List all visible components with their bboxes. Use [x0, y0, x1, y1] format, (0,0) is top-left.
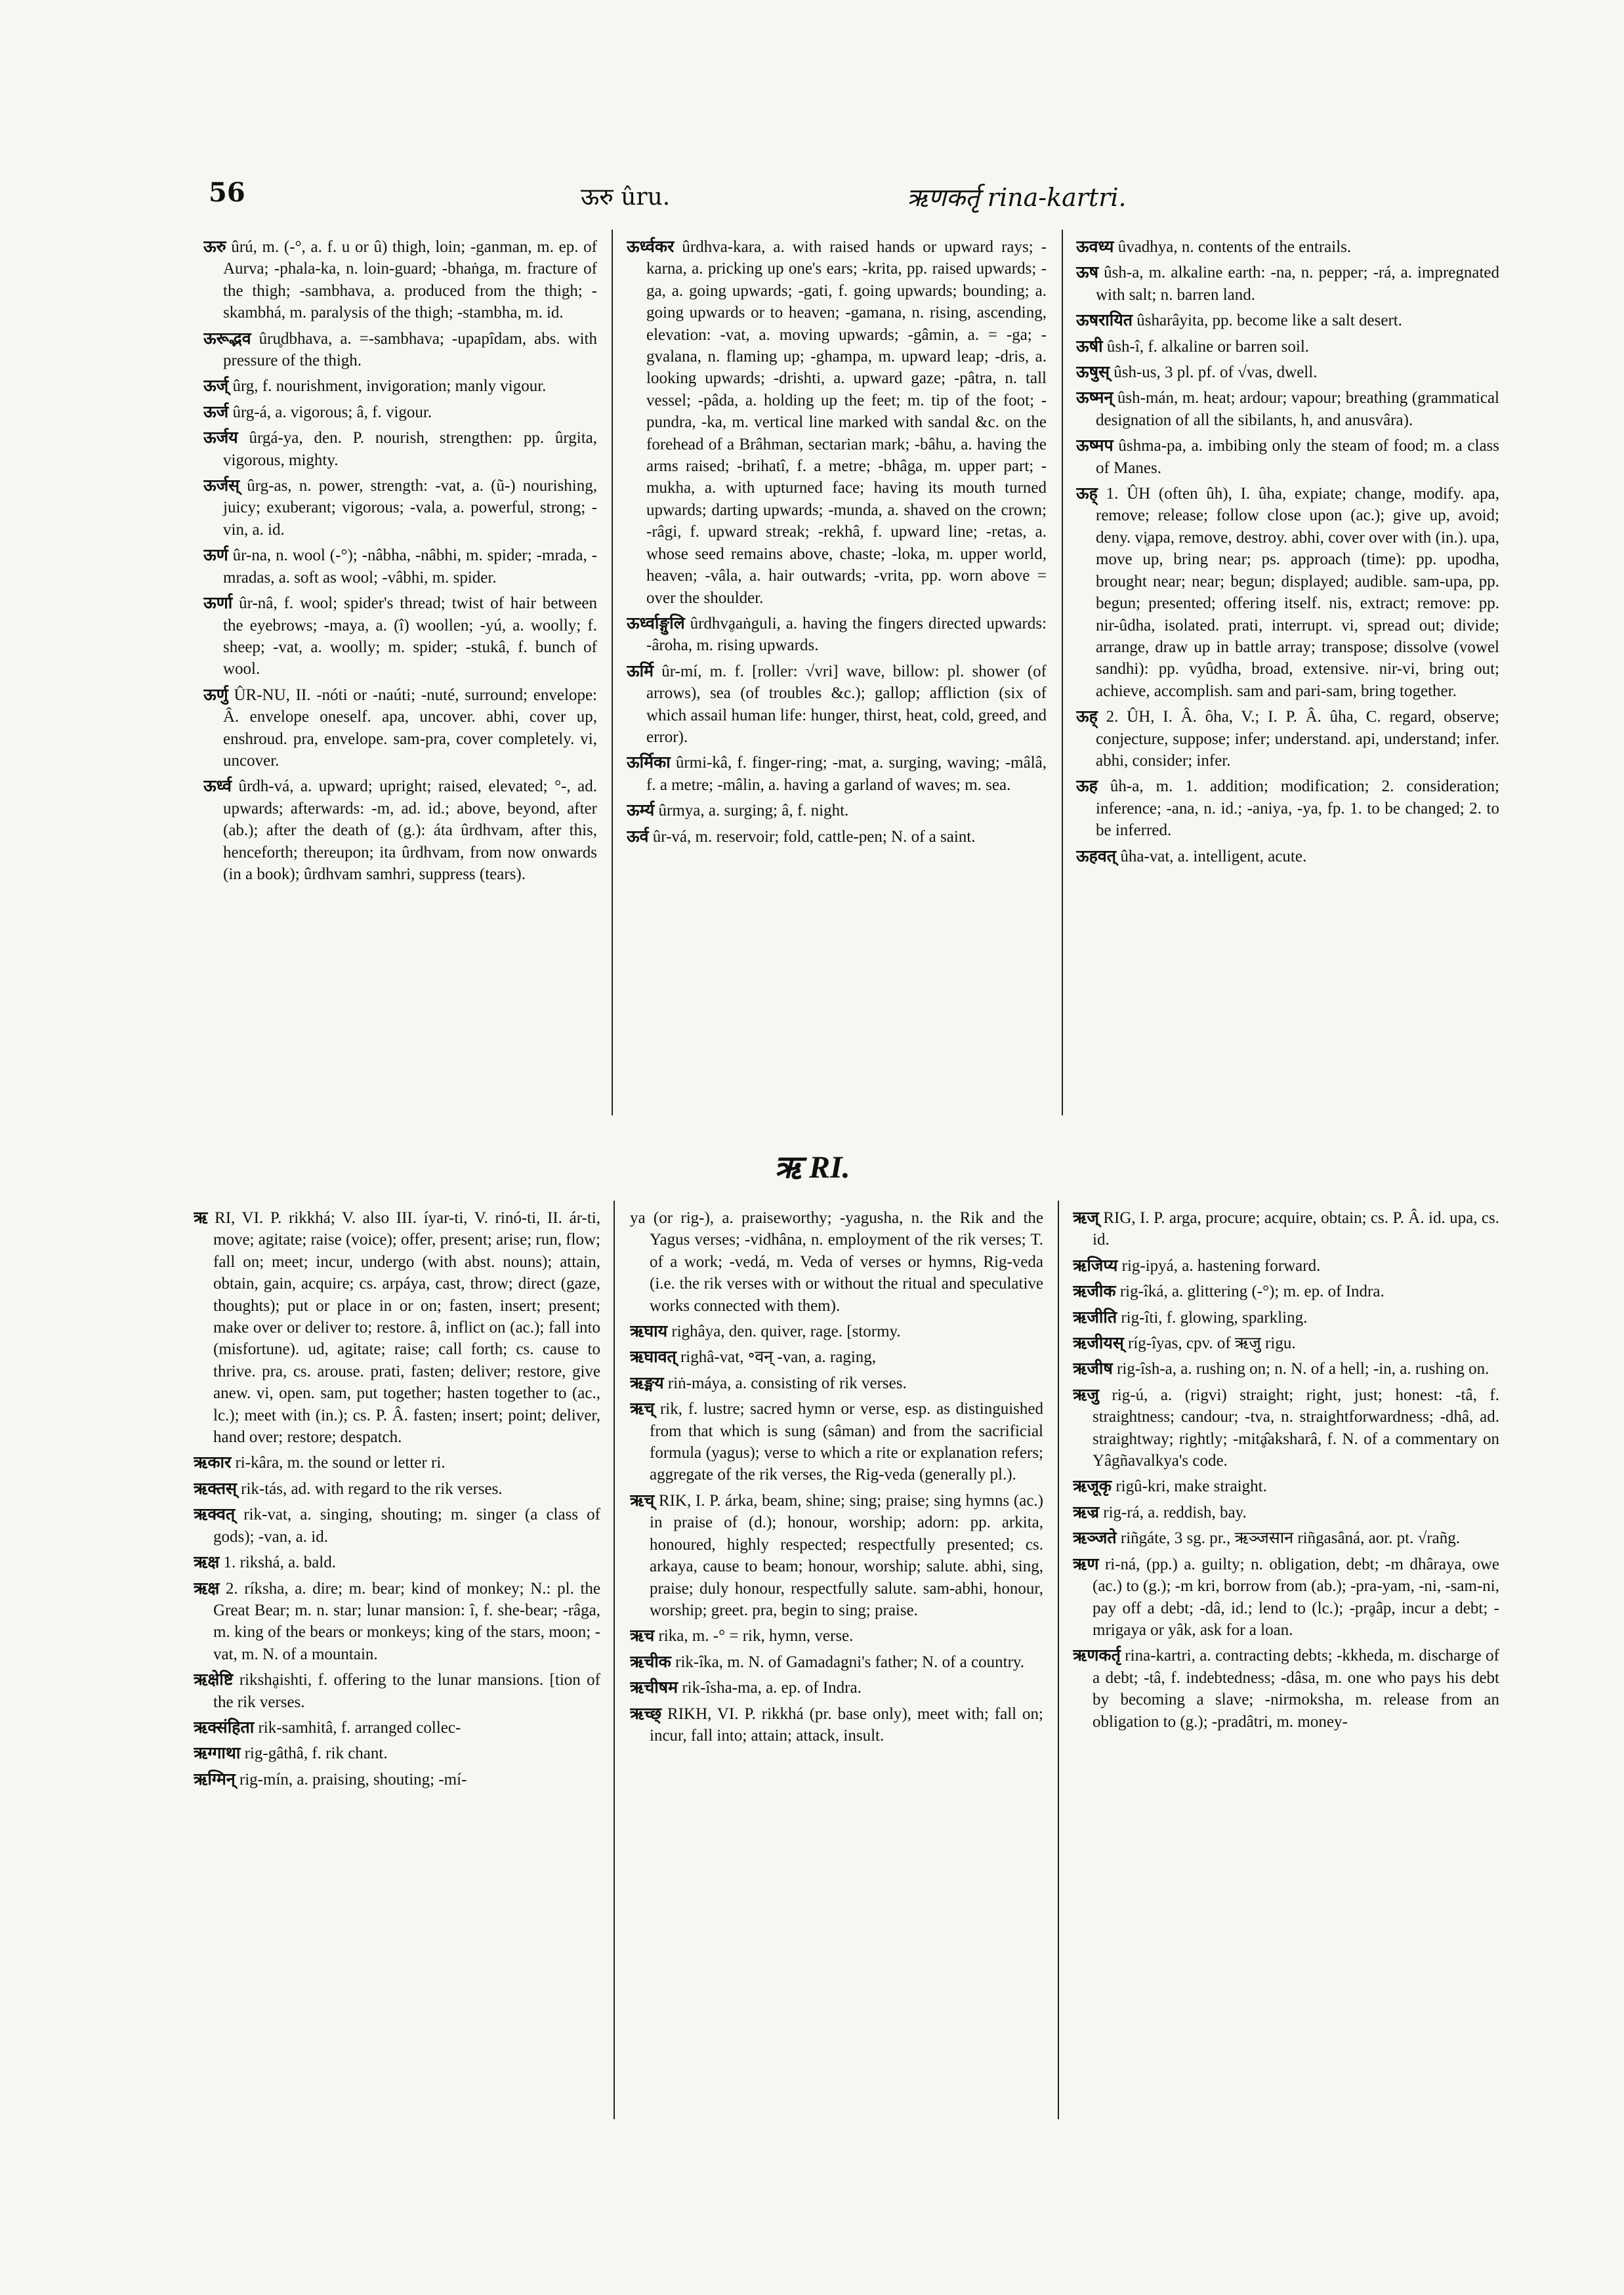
- entry-definition: ûsh-î, f. alkaline or barren soil.: [1106, 337, 1310, 356]
- entry-headword: ऋज्: [1073, 1209, 1099, 1227]
- entry-definition: rik-îsha-ma, a. ep. of Indra.: [682, 1679, 862, 1697]
- entry-headword: ऊवध्य: [1076, 238, 1114, 256]
- entry-definition: ûrg-as, n. power, strength: -vat, a. (ũ-) nourishing, juicy; exuberant; vigorous; -vala, a. powerful, strong; -vin, a. id.: [223, 477, 597, 539]
- entry-definition: 2. ÛH, I. Â. ôha, V.; I. P. Â. ûha, C. regard, observe; conjecture, suppose; infer; understand. api, understand; infer. abhi, consider; infer.: [1096, 708, 1499, 770]
- dictionary-entry: [630, 1207, 1043, 1317]
- entry-definition: ûrg-á, a. vigorous; â, f. vigour.: [232, 403, 432, 421]
- dictionary-entry: [1076, 387, 1499, 431]
- dictionary-entry: [203, 427, 597, 471]
- entry-headword: ऋक्तस्: [194, 1479, 237, 1498]
- entry-headword: ऊरु: [203, 238, 226, 256]
- entry-headword: ऊर्णु: [203, 686, 228, 704]
- entry-definition: ÛR-NU, II. -nóti or -naúti; -nuté, surround; envelope: Â. envelope oneself. apa, uncover. abhi, cover up, enshroud. pra, envelope. sam-pra, cover completely. vi, uncover.: [223, 686, 597, 770]
- entry-headword: ऋचीषम: [630, 1679, 678, 1697]
- dictionary-entry: [194, 1207, 600, 1448]
- entry-headword: ऋक्वत्: [194, 1506, 236, 1524]
- dictionary-entry: [630, 1398, 1043, 1486]
- entry-definition: rigû-kri, make straight.: [1115, 1478, 1267, 1496]
- entry-definition: righâya, den. quiver, rage. [stormy.: [671, 1323, 901, 1341]
- entry-definition: rig-îti, f. glowing, sparkling.: [1121, 1308, 1308, 1327]
- entry-definition: 2. ríksha, a. dire; m. bear; kind of monkey; N.: pl. the Great Bear; m. n. star; lunar mansion: î, f. she-bear; -râga, m. king of the bears or monkeys; king of the stars, moon; -vat, m. N. of a mountain.: [213, 1579, 600, 1663]
- entry-definition: ûrmi-kâ, f. finger-ring; -mat, a. surging, waving; -mâlâ, f. a metre; -mâlin, a. having a garland of waves; m. sea.: [646, 754, 1047, 794]
- dictionary-entry: [627, 613, 1047, 657]
- entry-headword: ऊषरायित: [1076, 312, 1133, 330]
- center-running-head: ऊरु ûru.: [581, 184, 671, 211]
- entry-headword: ऊर्ज्: [203, 377, 229, 396]
- entry-definition: rig-îká, a. glittering (-°); m. ep. of Indra.: [1119, 1283, 1385, 1301]
- top-middle-column: [627, 236, 1047, 1115]
- entry-headword: ऋघाय: [630, 1323, 668, 1341]
- dictionary-entry: [1076, 336, 1499, 358]
- column-divider: [1058, 1201, 1059, 2119]
- entry-definition: rik-samhitâ, f. arranged collec-: [258, 1718, 461, 1737]
- entry-definition: ûvadhya, n. contents of the entrails.: [1117, 238, 1352, 256]
- entry-definition: rina-kartri, a. contracting debts; -kkheda, m. discharge of a debt; -tâ, f. indebtedness; -dâsa, m. one who pays his debt by becoming a slave; -nirmoksha, m. release from an obligation to (g.); -pradâtri, m. money-: [1093, 1647, 1499, 1731]
- entry-definition: ûrg, f. nourishment, invigoration; manly vigour.: [232, 377, 547, 396]
- entry-definition: ûh-a, m. 1. addition; modification; 2. consideration; inference; -ana, n. id.; -aniya, -ya, fp. 1. to be changed; 2. to be inferred.: [1096, 777, 1499, 840]
- page-header: [0, 177, 1624, 217]
- entry-headword: ऊरूद्भव: [203, 329, 251, 348]
- entry-definition: ûrgá-ya, den. P. nourish, strengthen: pp. ûrgita, vigorous, mighty.: [223, 429, 597, 469]
- entry-headword: ऊषुस्: [1076, 363, 1110, 382]
- entry-definition: rik-vat, a. singing, shouting; m. singer (a class of gods); -van, a. id.: [213, 1506, 600, 1546]
- entry-headword: ऊर्म्य: [627, 802, 655, 820]
- entry-definition: rig-îsh-a, a. rushing on; n. N. of a hell; -in, a. rushing on.: [1117, 1360, 1489, 1378]
- entry-headword: ऋजु: [1073, 1386, 1099, 1404]
- dictionary-entry: [630, 1321, 1043, 1342]
- section-heading: ऋ RI.: [774, 1150, 850, 1185]
- page-number: 56: [209, 177, 245, 208]
- entry-definition: rik-îka, m. N. of Gamadagni's father; N. of a country.: [675, 1653, 1025, 1671]
- dictionary-entry: [1073, 1207, 1499, 1251]
- entry-headword: ऊर्ण: [203, 547, 228, 565]
- dictionary-entry: [1076, 310, 1499, 331]
- dictionary-entry: [203, 402, 597, 423]
- entry-headword: ऊर्मि: [627, 662, 654, 680]
- dictionary-entry: [1073, 1384, 1499, 1472]
- dictionary-entry: [627, 752, 1047, 796]
- column-divider: [612, 230, 613, 1115]
- entry-definition: rikshḁishti, f. offering to the lunar mansions. [tion of the rik verses.: [213, 1671, 600, 1711]
- dictionary-entry: [1076, 362, 1499, 383]
- entry-definition: riṅ-máya, a. consisting of rik verses.: [667, 1374, 907, 1392]
- dictionary-entry: [194, 1717, 600, 1739]
- bottom-right-column: [1073, 1207, 1499, 2113]
- entry-headword: ऊह्: [1076, 485, 1098, 503]
- top-right-column: [1076, 236, 1499, 1115]
- dictionary-entry: [630, 1373, 1043, 1394]
- dictionary-entry: [630, 1651, 1043, 1673]
- entry-definition: ûshma-pa, a. imbibing only the steam of food; m. a class of Manes.: [1096, 437, 1499, 477]
- entry-definition: RI, VI. P. rikkhá; V. also III. íyar-ti, V. rinó-ti, II. ár-ti, move; agitate; raise (voice); offer, present; arise; run, flow; fall on; meet; incur, undergo (with abst. nouns); attain, obtain, gain, acquire; cs. arpáya, cast, throw; direct (gaze, thoughts); put or place in or on; fasten, insert; present; make over or deliver to; restore. â, inflict on (ac.); fall into (misfortune). ud, agitate; raise; call forth; cs. cause to thrive. pra, cs. arouse. prati, fasten; deliver; restore, give anew. vi, open. sam, put together; hasten together to (ac., lc.); meet with (in.); cs. P. Â. fasten; insert; point; deliver, hand over; restore; despatch.: [213, 1209, 600, 1447]
- entry-headword: ऋज्र: [1073, 1503, 1100, 1521]
- entry-definition: righâ-vat, ॰वन् -van, a. raging,: [680, 1348, 877, 1367]
- entry-headword: ऊष्मप: [1076, 437, 1114, 455]
- entry-headword: ऋङ्मय: [630, 1374, 664, 1392]
- entry-headword: ऋच्छ्: [630, 1705, 662, 1723]
- entry-headword: ऊषी: [1076, 337, 1103, 356]
- entry-headword: ऊर्ध्व: [203, 777, 232, 796]
- entry-definition: ûrdhva-kara, a. with raised hands or upward rays; -karna, a. pricking up one's ears; -krita, pp. raised upwards; -ga, a. going upwards; -gati, f. going upwards; bounding; a. going upwards or to heaven; -gamana, n. rising, ascending, elevation: -vat, a. moving upwards; -gâmin, a. = -ga; -gvalana, n. flaming up; -ghampa, m. upward leap; -dris, a. looking upwards; -drishti, a. upward gaze; -pâtra, n. tall vessel; -pâda, a. holding up the feet; m. tip of the foot; -pundra, -ka, m. vertical line marked with sandal &c. on the forehead of a Brâhman, sectarian mark; -bâhu, a. having the arms raised; -brihatî, f. a metre; -bhâga, m. upper part; -mukha, a. with upturned face; having its mouth turned upwards; darting upwards; -munda, a. shaved on the crown; -râgi, f. upward streak; -rekhâ, f. upward line; -retas, a. whose seed remains above, chaste; -loka, m. upper world, heaven; -vâla, a. hair outwards; -vrita, pp. worn above = over the shoulder.: [646, 238, 1047, 607]
- entry-definition: RIG, I. P. arga, procure; acquire, obtain; cs. P. Â. id. upa, cs. id.: [1093, 1209, 1499, 1249]
- entry-definition: riñgáte, 3 sg. pr., ऋञ्जसान riñgasâná, aor. pt. √rañg.: [1120, 1529, 1461, 1548]
- entry-headword: ऋघावत्: [630, 1348, 677, 1367]
- entry-definition: rik-tás, ad. with regard to the rik verses.: [241, 1479, 503, 1498]
- entry-headword: ऋग्मिन्: [194, 1770, 236, 1788]
- entry-definition: ri-kâra, m. the sound or letter ri.: [235, 1454, 446, 1472]
- entry-headword: ऋचीक: [630, 1653, 671, 1671]
- entry-headword: ऊर्ध्वकर: [627, 238, 675, 256]
- entry-headword: ऋणकर्तृ: [1073, 1647, 1121, 1665]
- entry-definition: ûr-nâ, f. wool; spider's thread; twist of hair between the eyebrows; -maya, a. (î) woollen; -yú, a. woolly; f. sheep; -vat, a. woolly; m. spider; -stukâ, f. bunch of wool.: [223, 594, 597, 678]
- entry-definition: ûrú, m. (-°, a. f. u or û) thigh, loin; -ganman, m. ep. of Aurva; -phala-ka, n. loin-guard; -bhaṅga, m. fracture of the thigh; -sambhava, a. produced from the thigh; -skambhá, m. paralysis of the thigh; -stambha, m. id.: [223, 238, 597, 322]
- dictionary-entry: [194, 1478, 600, 1500]
- entry-definition: 1. ÛH (often ûh), I. ûha, expiate; change, modify. apa, remove; release; follow close upon (ac.); give up, avoid; deny. vi̥apa, remove, destroy. abhi, cover over with (in.). upa, move up, bring near; ps. approach (time): pp. upodha, brought near; near; begun; displayed; audible. sam-upa, pp. begun; presented; offering itself. nis, extract; remove: pp. nir-ûdha, isolated. prati, interrupt. vi, spread out; divide; arrange, draw up in battle array; transpose; dissolve (vowel sandhi): pp. vyûdha, broad, extensive. nir-vi, bring out; achieve, accomplish. sam and pari-sam, bring together.: [1096, 485, 1499, 700]
- entry-definition: rig-rá, a. reddish, bay.: [1103, 1503, 1247, 1521]
- dictionary-entry: [627, 800, 1047, 821]
- dictionary-entry: [203, 775, 597, 885]
- entry-headword: ऋजीयस्: [1073, 1334, 1124, 1353]
- bottom-middle-column: [630, 1207, 1043, 2113]
- entry-definition: rig-gâthâ, f. rik chant.: [244, 1745, 388, 1763]
- column-divider: [614, 1201, 615, 2119]
- entry-definition: RIK, I. P. árka, beam, shine; sing; praise; sing hymns (ac.) in praise of (d.); honour, worship; adorn: pp. arkita, honoured, highly respected; respectfully presented; cs. arkaya, cause to beam; honour, worship; salute. abhi, sing, praise; duly honour, respectfully salute. sam-abhi, honour, worship; greet. pra, begin to sing; praise.: [650, 1491, 1043, 1619]
- entry-headword: ऋजीक: [1073, 1283, 1116, 1301]
- entry-definition: ûrdhvḁaṅguli, a. having the fingers directed upwards: -âroha, m. rising upwards.: [646, 614, 1047, 655]
- entry-headword: ऋकार: [194, 1454, 232, 1472]
- entry-headword: ऋच्: [630, 1400, 655, 1418]
- dictionary-entry: [1076, 775, 1499, 841]
- dictionary-entry: [1076, 262, 1499, 306]
- entry-definition: 1. rikshá, a. bald.: [223, 1554, 336, 1572]
- dictionary-entry: [203, 328, 597, 372]
- entry-headword: ऋण: [1073, 1555, 1099, 1573]
- dictionary-entry: [203, 684, 597, 772]
- entry-definition: ûr-mí, m. f. [roller: √vri] wave, billow: pl. shower (of arrows), sea (of troubles &c.); gallop; affliction (six of which assail human life: hunger, thirst, heat, cold, greed, and error).: [646, 662, 1047, 746]
- entry-definition: ûru̥dbhava, a. =-sambhava; -upapîdam, abs. with pressure of the thigh.: [223, 329, 597, 370]
- entry-definition: ûsh-us, 3 pl. pf. of √vas, dwell.: [1114, 363, 1318, 382]
- entry-headword: ऊष: [1076, 264, 1099, 282]
- dictionary-entry: [1073, 1281, 1499, 1302]
- entry-definition: ríg-îyas, cpv. of ऋजु rigu.: [1128, 1334, 1296, 1353]
- entry-headword: ऊष्मन्: [1076, 389, 1114, 407]
- entry-headword: ऊर्ध्वाङ्गुलि: [627, 614, 685, 632]
- dictionary-entry: [1073, 1527, 1499, 1549]
- dictionary-entry: [627, 236, 1047, 609]
- dictionary-entry: [627, 661, 1047, 749]
- bottom-left-column: [194, 1207, 600, 2113]
- entry-headword: ऊर्जय: [203, 429, 238, 447]
- dictionary-entry: [1073, 1502, 1499, 1523]
- dictionary-entry: [1076, 706, 1499, 772]
- entry-headword: ऋग्गाथा: [194, 1745, 241, 1763]
- dictionary-entry: [194, 1504, 600, 1548]
- entry-headword: ऋक्षेष्टि: [194, 1671, 234, 1689]
- column-divider: [1062, 230, 1063, 1115]
- entry-definition: rig-mín, a. praising, shouting; -mí-: [239, 1770, 467, 1788]
- entry-headword: ऋञ्जते: [1073, 1529, 1117, 1548]
- dictionary-entry: [1073, 1307, 1499, 1329]
- entry-definition: RIKH, VI. P. rikkhá (pr. base only), meet with; fall on; incur, fall into; attain; attack, insult.: [650, 1705, 1043, 1745]
- entry-definition: ri-ná, (pp.) a. guilty; n. obligation, debt; -m dhâraya, owe (ac.) to (g.); -m kri, borrow from (ab.); -pra-yam, -ni, -sam-ni, pay off a debt; -dâ, id.; lend to (lc.); -prḁâp, incur a debt; -mrigaya or yâk, ask for a loan.: [1093, 1555, 1499, 1639]
- dictionary-entry: [1073, 1255, 1499, 1277]
- dictionary-entry: [194, 1743, 600, 1764]
- dictionary-entry: [203, 375, 597, 397]
- entry-headword: ऊर्णा: [203, 594, 233, 613]
- entry-definition: ûsh-mán, m. heat; ardour; vapour; breathing (grammatical designation of all the sibilants, h, and anusvâra).: [1096, 389, 1499, 429]
- dictionary-entry: [194, 1452, 600, 1474]
- dictionary-entry: [194, 1578, 600, 1666]
- entry-definition: rig-ú, a. (rigvi) straight; right, just; honest: -tâ, f. straightness; candour; -tva, n. straightforwardness; -dhâ, ad. straightway; rightly; -mitḁ̂aksharâ, f. N. of a commentary on Yâgñavalkya's code.: [1093, 1386, 1499, 1470]
- entry-headword: ऊर्ज: [203, 403, 229, 421]
- entry-definition: rig-ipyá, a. hastening forward.: [1121, 1256, 1321, 1275]
- top-left-column: [203, 236, 597, 1115]
- entry-headword: ऊह्: [1076, 708, 1098, 726]
- entry-headword: ऋक्ष: [194, 1554, 220, 1572]
- entry-definition: ya (or rig-), a. praiseworthy; -yagusha, n. the Rik and the Yagus verses; -vidhâna, n. employment of the rik verses; T. of a work; -vedá, m. Veda of verses or hymns, Rig-veda (i.e. the rik verses with or without the ritual and speculative works connected with them).: [630, 1209, 1043, 1315]
- entry-definition: ûr-vá, m. reservoir; fold, cattle-pen; N. of a saint.: [652, 827, 976, 846]
- entry-definition: rik, f. lustre; sacred hymn or verse, esp. as distinguished from that which is sung (sâman) and from the sacrificial formula (yagus); verse to which a rite or explanation refers; aggregate of the rik verses, the Rig-veda (generally pl.).: [650, 1400, 1043, 1484]
- entry-headword: ऋजूकृ: [1073, 1478, 1112, 1496]
- dictionary-entry: [1073, 1333, 1499, 1354]
- dictionary-entry: [1076, 435, 1499, 479]
- dictionary-entry: [203, 475, 597, 541]
- entry-headword: ऋच्: [630, 1491, 655, 1510]
- entry-headword: ऋ: [194, 1209, 208, 1227]
- dictionary-entry: [630, 1703, 1043, 1747]
- dictionary-entry: [1073, 1358, 1499, 1380]
- entry-headword: ऊहवत्: [1076, 847, 1117, 865]
- dictionary-entry: [194, 1552, 600, 1573]
- entry-headword: ऊर्जस्: [203, 477, 240, 495]
- entry-definition: ûr-na, n. wool (-°); -nâbha, -nâbhi, m. spider; -mrada, -mradas, a. soft as wool; -vâbhi, m. spider.: [223, 547, 597, 587]
- entry-definition: rika, m. -° = rik, hymn, verse.: [658, 1627, 854, 1645]
- dictionary-entry: [630, 1625, 1043, 1647]
- entry-definition: ûsh-a, m. alkaline earth: -na, n. pepper; -rá, a. impregnated with salt; n. barren land.: [1096, 264, 1499, 304]
- dictionary-entry: [1073, 1476, 1499, 1497]
- entry-definition: ûha-vat, a. intelligent, acute.: [1120, 847, 1307, 865]
- dictionary-entry: [1076, 483, 1499, 702]
- right-running-head: ऋणकर्तृ rina-kartri.: [907, 183, 1127, 212]
- dictionary-entry: [1076, 846, 1499, 867]
- entry-definition: ûrmya, a. surging; â, f. night.: [658, 802, 849, 820]
- dictionary-entry: [630, 1346, 1043, 1368]
- dictionary-entry: [1073, 1554, 1499, 1642]
- entry-headword: ऊह: [1076, 777, 1098, 796]
- dictionary-entry: [630, 1677, 1043, 1699]
- entry-definition: ûrdh-vá, a. upward; upright; raised, elevated; °-, ad. upwards; afterwards: -m, ad. id.; above, beyond, after (ab.); after the death of (g.): áta ûrdhvam, after this, henceforth; thereupon; ita ûrdhvam, from now onwards (in a book); ûrdhvam samhri, suppress (tears).: [223, 777, 597, 883]
- dictionary-entry: [1076, 236, 1499, 258]
- entry-headword: ऊर्मिका: [627, 754, 671, 772]
- entry-headword: ऋच: [630, 1627, 655, 1645]
- entry-headword: ऋक्संहिता: [194, 1718, 255, 1737]
- dictionary-entry: [203, 236, 597, 324]
- entry-headword: ऋजीति: [1073, 1308, 1117, 1327]
- entry-headword: ऋक्ष: [194, 1579, 220, 1598]
- dictionary-entry: [194, 1669, 600, 1713]
- entry-definition: ûsharâyita, pp. become like a salt desert.: [1136, 312, 1402, 330]
- entry-headword: ऊर्व: [627, 827, 649, 846]
- entry-headword: ऋजिप्य: [1073, 1256, 1118, 1275]
- dictionary-entry: [630, 1490, 1043, 1621]
- entry-headword: ऋजीष: [1073, 1360, 1113, 1378]
- dictionary-entry: [1073, 1645, 1499, 1733]
- dictionary-entry: [194, 1769, 600, 1790]
- dictionary-entry: [627, 826, 1047, 848]
- dictionary-entry: [203, 545, 597, 589]
- dictionary-entry: [203, 592, 597, 680]
